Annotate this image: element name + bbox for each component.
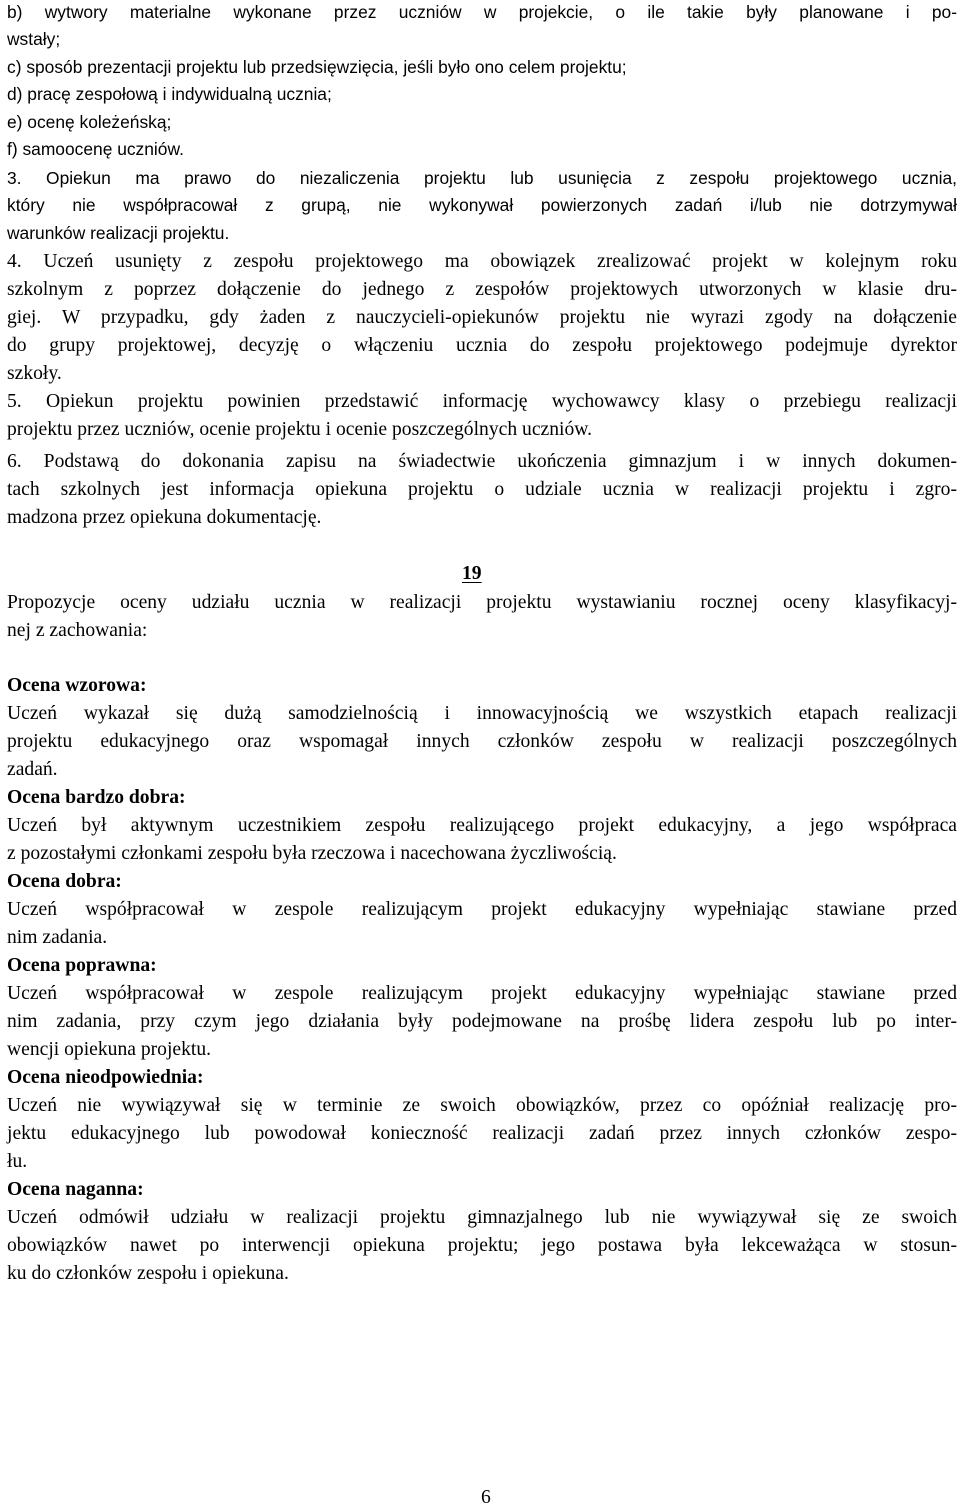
grade-text-line: wencji opiekuna projektu.	[7, 1039, 212, 1060]
list-item-f: f) samoocenę uczniów.	[7, 139, 184, 159]
section-intro-line-2: nej z zachowania:	[7, 620, 148, 641]
grade-heading-nieodpowiednia: Ocena nieodpowiednia:	[7, 1067, 204, 1088]
paragraph-4-line-2: szkolnym z poprzez dołączenie do jednego z zespołów projektowych utworzonych w klasie dru-	[7, 279, 957, 300]
list-item-b-line-1: b) wytwory materialne wykonane przez uczniów w projekcie, o ile takie były planowane i po-	[7, 2, 957, 22]
page-number: 6	[481, 1487, 491, 1508]
grade-text-line: Uczeń nie wywiązywał się w terminie ze swoich obowiązków, przez co opóźniał realizację pro-	[7, 1095, 957, 1116]
grade-text-line: ku do członków zespołu i opiekuna.	[7, 1263, 289, 1284]
paragraph-4-line-3: giej. W przypadku, gdy żaden z nauczycieli-opiekunów projektu nie wyrazi zgody na dołączenie	[7, 307, 957, 328]
grade-text-line: obowiązków nawet po interwencji opiekuna projektu; jego postawa była lekceważąca w stosun-	[7, 1235, 957, 1256]
grade-text-line: nim zadania, przy czym jego działania były podejmowane na prośbę lidera zespołu lub po inter-	[7, 1011, 957, 1032]
paragraph-5-line-1: 5. Opiekun projektu powinien przedstawić informację wychowawcy klasy o przebiegu realizacji	[7, 391, 957, 412]
grade-text-line: nim zadania.	[7, 927, 108, 948]
paragraph-3-line-3: warunków realizacji projektu.	[7, 223, 230, 243]
list-item-b-line-2: wstały;	[7, 29, 61, 49]
grade-text-line: Uczeń współpracował w zespole realizującym projekt edukacyjny wypełniając stawiane przed	[7, 899, 957, 920]
paragraph-4-line-4: do grupy projektowej, decyzję o włączeniu ucznia do zespołu projektowego podejmuje dyrektor	[7, 335, 957, 356]
grade-heading-dobra: Ocena dobra:	[7, 871, 122, 892]
grade-text-line: zadań.	[7, 759, 58, 780]
grade-text-line: jektu edukacyjnego lub powodował konieczność realizacji zadań przez innych członków zespo-	[7, 1123, 957, 1144]
grade-heading-poprawna: Ocena poprawna:	[7, 955, 157, 976]
list-item-c: c) sposób prezentacji projektu lub przedsięwzięcia, jeśli było ono celem projektu;	[7, 57, 627, 77]
grade-text-line: Uczeń współpracował w zespole realizującym projekt edukacyjny wypełniając stawiane przed	[7, 983, 957, 1004]
grade-text-line: Uczeń był aktywnym uczestnikiem zespołu realizującego projekt edukacyjny, a jego współpraca	[7, 815, 957, 836]
section-intro-line-1: Propozycje oceny udziału ucznia w realizacji projektu wystawianiu rocznej oceny klasyfikacyj-	[7, 592, 957, 613]
grade-heading-naganna: Ocena naganna:	[7, 1179, 144, 1200]
grade-heading-bardzo-dobra: Ocena bardzo dobra:	[7, 787, 186, 808]
paragraph-6-line-3: madzona przez opiekuna dokumentację.	[7, 507, 322, 528]
grade-text-line: Uczeń odmówił udziału w realizacji projektu gimnazjalnego lub nie wywiązywał się ze swoich	[7, 1207, 957, 1228]
paragraph-4-line-5: szkoły.	[7, 363, 62, 384]
grade-text-line: Uczeń wykazał się dużą samodzielnością i innowacyjnością we wszystkich etapach realizacji	[7, 703, 957, 724]
paragraph-4-line-1: 4. Uczeń usunięty z zespołu projektowego ma obowiązek zrealizować projekt w kolejnym roku	[7, 251, 957, 272]
paragraph-3-line-1: 3. Opiekun ma prawo do niezaliczenia projektu lub usunięcia z zespołu projektowego ucznia,	[7, 168, 957, 188]
section-number: 19	[462, 563, 482, 584]
paragraph-6-line-1: 6. Podstawą do dokonania zapisu na świadectwie ukończenia gimnazjum i w innych dokumen-	[7, 451, 957, 472]
grade-heading-wzorowa: Ocena wzorowa:	[7, 675, 147, 696]
grade-text-line: łu.	[7, 1151, 28, 1172]
list-item-e: e) ocenę koleżeńską;	[7, 112, 172, 132]
paragraph-6-line-2: tach szkolnych jest informacja opiekuna projektu o udziale ucznia w realizacji projektu i zgro-	[7, 479, 957, 500]
paragraph-3-line-2: który nie współpracował z grupą, nie wykonywał powierzonych zadań i/lub nie dotrzymywał	[7, 195, 957, 215]
list-item-d: d) pracę zespołową i indywidualną ucznia;	[7, 84, 332, 104]
grade-text-line: projektu edukacyjnego oraz wspomagał innych członków zespołu w realizacji poszczególnych	[7, 731, 957, 752]
paragraph-5-line-2: projektu przez uczniów, ocenie projektu i ocenie poszczególnych uczniów.	[7, 419, 593, 440]
grade-text-line: z pozostałymi członkami zespołu była rzeczowa i nacechowana życzliwością.	[7, 843, 617, 864]
